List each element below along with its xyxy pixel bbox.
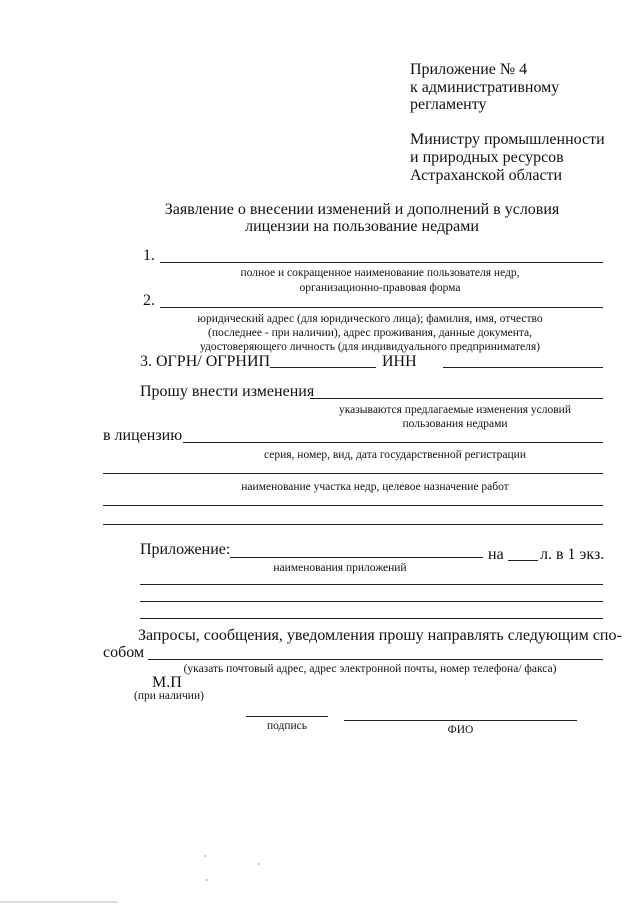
attachment-field-3[interactable]	[140, 601, 603, 602]
plot-field-3[interactable]	[103, 524, 603, 525]
signature-field[interactable]	[246, 716, 328, 717]
changes-caption: указываются предлагаемые изменения условий	[339, 404, 571, 416]
requests-caption: (указать почтовый адрес, адрес электронной почты, номер телефона/ факса)	[183, 663, 557, 675]
requests-text: Запросы, сообщения, уведомления прошу направлять следующим спо-	[138, 627, 622, 644]
license-caption: серия, номер, вид, дата государственной регистрации	[264, 449, 526, 461]
document-title: Заявление о внесении изменений и дополнений в условия	[164, 201, 560, 218]
ogrn-label: 3. ОГРН/ ОГРНИП	[140, 353, 271, 370]
field-2-caption: юридический адрес (для юридического лица); фамилия, имя, отчество	[197, 313, 543, 325]
recipient-line-3: Астраханской области	[410, 167, 563, 184]
changes-caption-2: пользования недрами	[402, 418, 508, 430]
full-name-caption: ФИО	[447, 724, 474, 736]
recipient-line-2: и природных ресурсов	[410, 149, 564, 166]
changes-label: Прошу внести изменения	[140, 383, 315, 400]
plot-field-2[interactable]	[103, 505, 603, 506]
license-label: в лицензию	[103, 427, 183, 444]
ogrn-field[interactable]	[270, 367, 376, 368]
field-2-line[interactable]	[160, 307, 603, 308]
full-name-field[interactable]	[344, 720, 577, 721]
signature-caption: подпись	[266, 720, 308, 732]
field-2-caption-3: удостоверяющего личность (для индивидуального предпринимателя)	[199, 341, 541, 353]
document-title-line-2: лицензии на пользование недрами	[245, 218, 479, 235]
recipient-line-1: Министру промышленности	[410, 131, 605, 148]
stamp-label: М.П	[152, 674, 182, 691]
license-field[interactable]	[183, 442, 603, 443]
requests-field[interactable]	[148, 659, 603, 660]
field-1-caption: полное и сокращенное наименование пользователя недр,	[240, 267, 520, 279]
attachment-na: на	[488, 546, 504, 563]
requests-text-2: собом	[103, 644, 145, 661]
inn-label: ИНН	[382, 353, 417, 370]
stamp-note: (при наличии)	[134, 690, 204, 702]
attachment-label: Приложение:	[140, 541, 231, 558]
attachment-field-2[interactable]	[140, 584, 603, 585]
changes-field[interactable]	[310, 398, 603, 399]
appendix-number: Приложение № 4	[410, 61, 528, 78]
field-1-number: 1.	[143, 247, 155, 264]
attachment-sheets-label: л. в 1 экз.	[540, 546, 605, 563]
attachment-field[interactable]	[230, 557, 483, 558]
appendix-reference-2: регламенту	[410, 96, 487, 113]
field-1-caption-2: организационно-правовая форма	[299, 282, 461, 294]
plot-field[interactable]	[103, 473, 603, 474]
attachment-sheets-field[interactable]	[508, 560, 538, 561]
field-1-line[interactable]	[160, 262, 603, 263]
appendix-reference: к административному	[410, 79, 560, 96]
inn-field[interactable]	[443, 367, 603, 368]
field-2-number: 2.	[143, 292, 155, 309]
attachment-caption: наименования приложений	[273, 562, 407, 574]
plot-caption: наименование участка недр, целевое назначение работ	[241, 481, 509, 493]
field-2-caption-2: (последнее - при наличии), адрес проживания, данные документа,	[207, 327, 533, 339]
attachment-field-4[interactable]	[140, 618, 603, 619]
